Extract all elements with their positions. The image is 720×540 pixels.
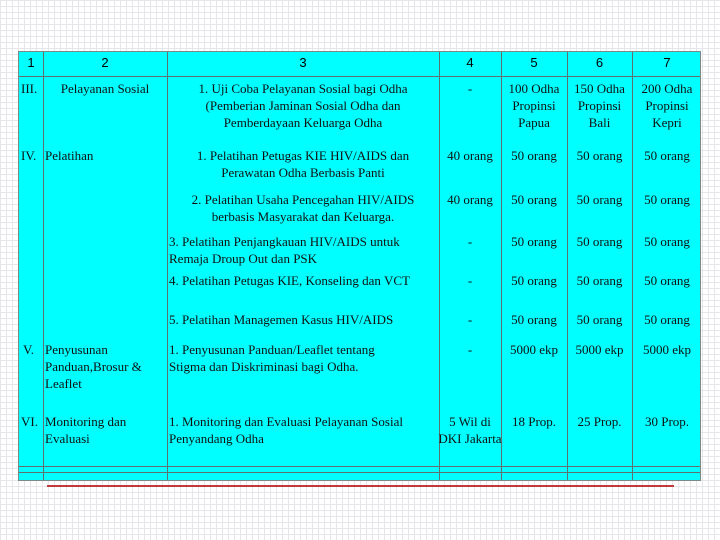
- program-cell: Monitoring dan Evaluasi: [45, 414, 127, 446]
- col6-cell: 25 Prop.: [577, 414, 622, 429]
- target-cell: 40 orang: [447, 148, 493, 163]
- col6-cell: 50 orang: [576, 312, 623, 327]
- activity-cell: 2. Pelatihan Usaha Pencegahan HIV/AIDS berbasis Masyarakat dan Keluarga.: [191, 192, 415, 224]
- col5-cell: 100 Odha Propinsi Papua: [508, 81, 560, 130]
- row-divider: [19, 466, 700, 467]
- col7-cell: 30 Prop.: [644, 414, 690, 429]
- target-cell: -: [467, 234, 473, 249]
- column-divider: [43, 52, 44, 480]
- col6-cell: 150 Odha Propinsi Bali: [574, 81, 625, 130]
- col7-cell: 50 orang: [644, 234, 690, 249]
- col7-cell: 50 orang: [644, 273, 690, 288]
- col5-cell: 50 orang: [511, 234, 557, 249]
- col5-cell: 50 orang: [511, 148, 557, 163]
- activity-cell: 1. Pelatihan Petugas KIE HIV/AIDS dan Perawatan Odha Berbasis Panti: [196, 148, 410, 180]
- header-col-4: 4: [466, 55, 474, 70]
- col7-cell: 5000 ekp: [642, 342, 692, 357]
- row-number: III.: [21, 81, 38, 96]
- target-cell: -: [467, 273, 473, 288]
- program-cell: Pelatihan: [45, 148, 94, 163]
- column-divider: [167, 52, 168, 480]
- row-divider: [19, 472, 700, 473]
- program-table: [18, 51, 701, 481]
- col5-cell: 50 orang: [511, 273, 557, 288]
- col5-cell: 18 Prop.: [511, 414, 557, 429]
- col7-cell: 50 orang: [644, 148, 690, 163]
- col7-cell: 50 orang: [644, 312, 690, 327]
- col5-cell: 5000 ekp: [509, 342, 559, 357]
- header-col-7: 7: [663, 55, 671, 70]
- activity-cell: 3. Pelatihan Penjangkauan HIV/AIDS untuk Remaja Droup Out dan PSK: [169, 234, 400, 266]
- target-cell: 5 Wil di DKI Jakarta: [438, 414, 502, 446]
- header-col-6: 6: [595, 55, 604, 70]
- header-col-2: 2: [101, 55, 109, 70]
- activity-cell: 4. Pelatihan Petugas KIE, Konseling dan VCT: [169, 273, 410, 288]
- col6-cell: 5000 ekp: [575, 342, 624, 357]
- col5-cell: 50 orang: [511, 192, 557, 207]
- header-divider: [19, 76, 700, 77]
- activity-cell: 5. Pelatihan Managemen Kasus HIV/AIDS: [169, 312, 394, 327]
- program-cell: Penyusunan Panduan,Brosur & Leaflet: [45, 342, 142, 391]
- col6-cell: 50 orang: [576, 273, 623, 288]
- col6-cell: 50 orang: [576, 148, 623, 163]
- activity-cell: 1. Monitoring dan Evaluasi Pelayanan Sosial Penyandang Odha: [169, 414, 403, 446]
- program-cell: Pelayanan Sosial: [60, 81, 150, 96]
- target-cell: -: [467, 342, 473, 357]
- header-col-1: 1: [27, 55, 35, 70]
- header-col-3: 3: [299, 55, 307, 70]
- col7-cell: 200 Odha Propinsi Kepri: [641, 81, 693, 130]
- row-number: V.: [23, 342, 34, 357]
- target-cell: -: [467, 312, 473, 327]
- activity-cell: 1. Penyusunan Panduan/Leaflet tentang Stigma dan Diskriminasi bagi Odha.: [169, 342, 375, 374]
- footer-divider: [47, 485, 674, 487]
- col5-cell: 50 orang: [511, 312, 557, 327]
- row-number: IV.: [21, 148, 37, 163]
- target-cell: -: [467, 81, 473, 96]
- col6-cell: 50 orang: [576, 192, 623, 207]
- col6-cell: 50 orang: [576, 234, 623, 249]
- row-number: VI.: [21, 414, 38, 429]
- header-col-5: 5: [530, 55, 538, 70]
- activity-cell: 1. Uji Coba Pelayanan Sosial bagi Odha (Pemberian Jaminan Sosial Odha dan Pemberdayaan Keluarga Odha: [198, 81, 408, 130]
- target-cell: 40 orang: [447, 192, 493, 207]
- col7-cell: 50 orang: [644, 192, 690, 207]
